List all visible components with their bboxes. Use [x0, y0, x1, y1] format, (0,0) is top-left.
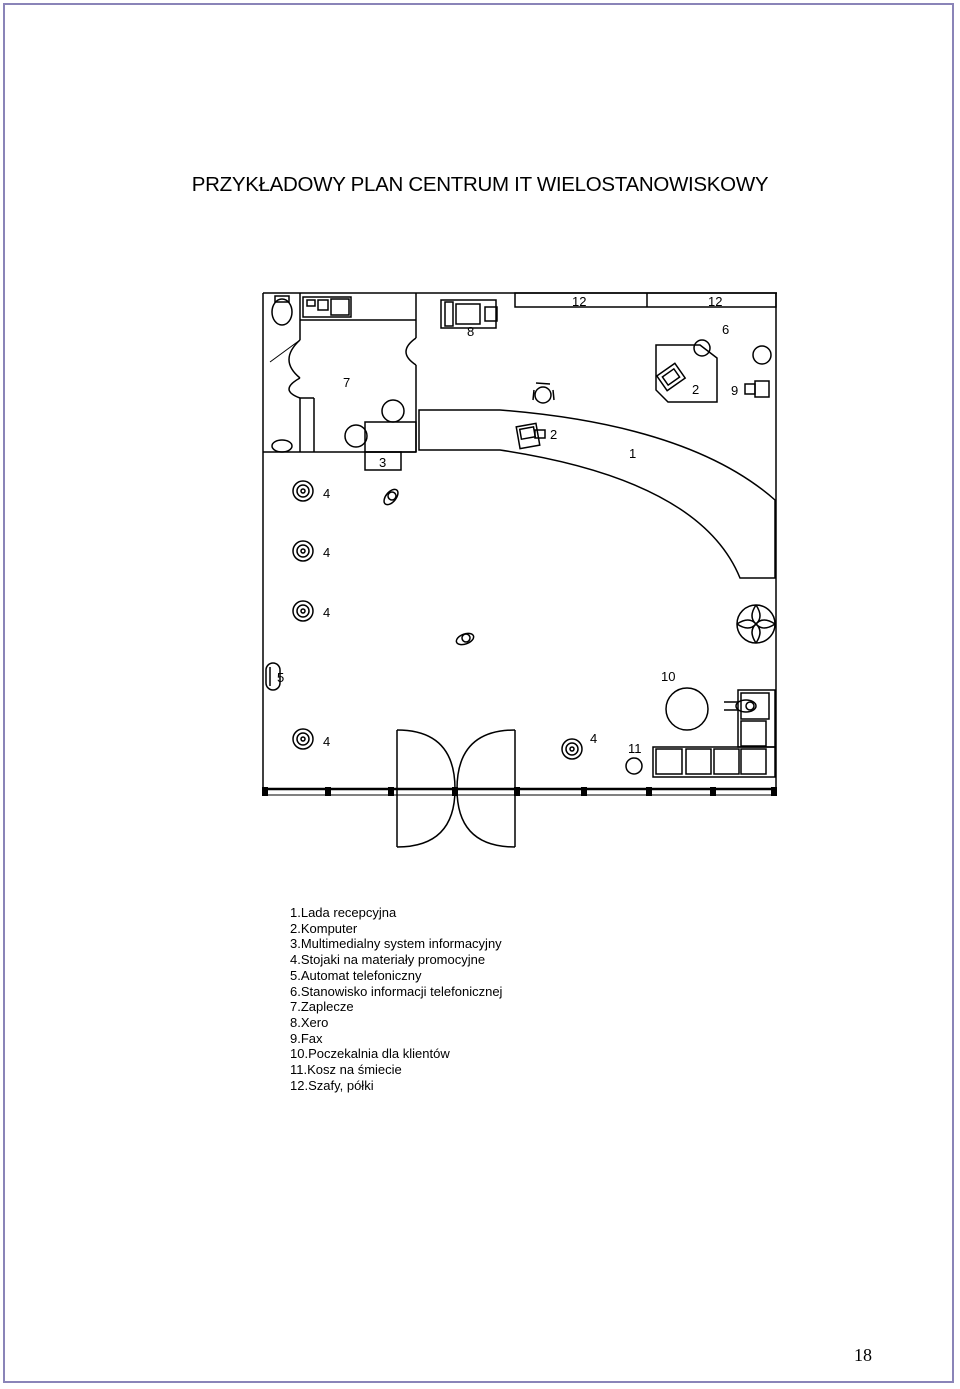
label-komputer-lada: 2 [550, 427, 558, 442]
label-poczekalnia: 10 [661, 669, 676, 684]
legend-item: 12.Szafy, półki [290, 1077, 374, 1093]
legend-item: 4.Stojaki na materiały promocyjne [290, 952, 486, 968]
legend-item: 7.Zaplecze [290, 999, 354, 1015]
legend-item: 10.Poczekalnia dla klientów [290, 1046, 450, 1062]
label-stojak: 4 [590, 731, 598, 746]
label-stojak: 4 [323, 734, 331, 749]
legend-list [290, 905, 502, 1093]
label-xero: 8 [467, 324, 475, 339]
legend-item: 9.Fax [290, 1030, 323, 1046]
legend-item: 8.Xero [290, 1014, 329, 1030]
label-komputer-tel: 2 [692, 382, 700, 397]
label-lada: 1 [629, 446, 637, 461]
label-kosz: 11 [628, 741, 642, 756]
legend-item: 3.Multimedialny system informacyjny [290, 936, 502, 952]
label-stanowisko-tel: 6 [722, 322, 730, 337]
page-number: 18 [854, 1345, 872, 1365]
label-fax: 9 [731, 383, 739, 398]
label-szafa-b: 12 [708, 294, 723, 309]
label-stojak: 4 [323, 545, 331, 560]
legend-item: 2.Komputer [290, 920, 358, 936]
legend-item: 11.Kosz na śmiecie [290, 1062, 402, 1078]
label-zaplecze: 7 [343, 375, 351, 390]
label-szafa-a: 12 [572, 294, 587, 309]
label-automat: 5 [277, 670, 285, 685]
label-stojak: 4 [323, 605, 331, 620]
legend-item: 6.Stanowisko informacji telefonicznej [290, 983, 503, 999]
legend-item: 1.Lada recepcyjna [290, 905, 397, 920]
label-multimedia: 3 [379, 455, 387, 470]
page-title: PRZYKŁADOWY PLAN CENTRUM IT WIELOSTANOWISKOWY [191, 173, 769, 196]
label-stojak: 4 [323, 486, 331, 501]
legend-item: 5.Automat telefoniczny [290, 967, 422, 983]
